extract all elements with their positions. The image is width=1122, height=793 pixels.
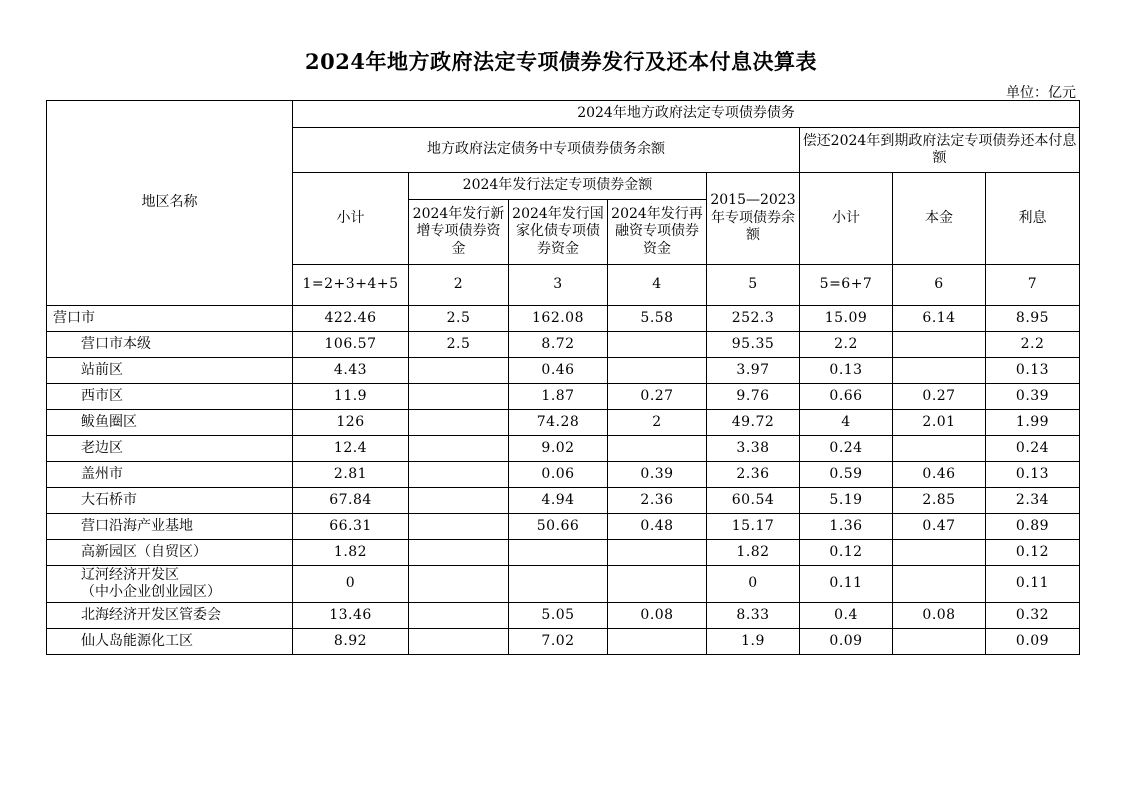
value-cell: 0.08 <box>608 603 707 629</box>
value-cell: 15.17 <box>707 514 800 540</box>
value-cell <box>409 566 509 603</box>
value-cell <box>608 332 707 358</box>
value-cell <box>608 358 707 384</box>
table-row <box>47 603 1080 629</box>
value-cell <box>893 566 986 603</box>
value-cell: 0 <box>707 566 800 603</box>
header-repay-group: 偿还2024年到期政府法定专项债券还本付息额 <box>800 128 1080 173</box>
table-row <box>47 436 1080 462</box>
value-cell: 8.95 <box>986 306 1080 332</box>
region-name-cell: 大石桥市 <box>47 488 293 514</box>
value-cell: 2.2 <box>986 332 1080 358</box>
value-cell: 0.09 <box>986 629 1080 655</box>
formula-cell: 7 <box>986 265 1080 306</box>
value-cell: 2.2 <box>800 332 893 358</box>
value-cell: 0.13 <box>986 462 1080 488</box>
value-cell: 126 <box>293 410 409 436</box>
debt-table <box>46 100 1080 655</box>
value-cell: 7.02 <box>509 629 608 655</box>
formula-cell: 2 <box>409 265 509 306</box>
value-cell: 162.08 <box>509 306 608 332</box>
value-cell <box>893 540 986 566</box>
value-cell: 0.11 <box>800 566 893 603</box>
value-cell: 0.11 <box>986 566 1080 603</box>
value-cell: 60.54 <box>707 488 800 514</box>
value-cell: 0.24 <box>986 436 1080 462</box>
formula-cell: 3 <box>509 265 608 306</box>
header-interest: 利息 <box>986 173 1080 265</box>
value-cell <box>409 436 509 462</box>
unit-label: 单位：亿元 <box>1006 85 1076 101</box>
formula-cell: 6 <box>893 265 986 306</box>
value-cell <box>893 629 986 655</box>
value-cell: 15.09 <box>800 306 893 332</box>
value-cell: 0.13 <box>800 358 893 384</box>
value-cell: 0 <box>293 566 409 603</box>
value-cell: 49.72 <box>707 410 800 436</box>
value-cell <box>608 540 707 566</box>
table-row <box>47 566 1080 603</box>
value-cell: 0.12 <box>800 540 893 566</box>
table-row <box>47 410 1080 436</box>
value-cell: 2.01 <box>893 410 986 436</box>
region-name-cell: 北海经济开发区管委会 <box>47 603 293 629</box>
region-name-cell: 老边区 <box>47 436 293 462</box>
header-issue-national: 2024年发行国家化债专项债券资金 <box>509 200 608 265</box>
value-cell: 2.85 <box>893 488 986 514</box>
value-cell <box>409 462 509 488</box>
value-cell: 9.76 <box>707 384 800 410</box>
formula-cell: 1=2+3+4+5 <box>293 265 409 306</box>
value-cell: 0.59 <box>800 462 893 488</box>
table-row <box>47 540 1080 566</box>
table-row <box>47 629 1080 655</box>
value-cell: 8.33 <box>707 603 800 629</box>
value-cell: 3.97 <box>707 358 800 384</box>
value-cell: 3.38 <box>707 436 800 462</box>
header-balance-group: 地方政府法定债务中专项债券债务余额 <box>293 128 800 173</box>
value-cell: 0.27 <box>608 384 707 410</box>
value-cell: 1.9 <box>707 629 800 655</box>
header-prior-balance: 2015—2023年专项债券余额 <box>707 173 800 265</box>
value-cell <box>509 540 608 566</box>
value-cell: 422.46 <box>293 306 409 332</box>
value-cell <box>409 514 509 540</box>
region-name-cell: 站前区 <box>47 358 293 384</box>
value-cell: 13.46 <box>293 603 409 629</box>
region-name-cell: 营口市 <box>47 306 293 332</box>
header-principal: 本金 <box>893 173 986 265</box>
value-cell: 2.36 <box>707 462 800 488</box>
value-cell <box>608 566 707 603</box>
value-cell <box>409 629 509 655</box>
value-cell: 0.09 <box>800 629 893 655</box>
value-cell: 0.27 <box>893 384 986 410</box>
value-cell: 2.36 <box>608 488 707 514</box>
value-cell <box>409 488 509 514</box>
value-cell <box>893 436 986 462</box>
value-cell: 1.82 <box>707 540 800 566</box>
value-cell: 95.35 <box>707 332 800 358</box>
region-name-cell: 辽河经济开发区 （中小企业创业园区） <box>47 566 293 603</box>
value-cell: 66.31 <box>293 514 409 540</box>
value-cell: 4.43 <box>293 358 409 384</box>
table-row <box>47 384 1080 410</box>
value-cell <box>409 384 509 410</box>
table-row <box>47 358 1080 384</box>
header-issue-new: 2024年发行新增专项债券资金 <box>409 200 509 265</box>
value-cell: 9.02 <box>509 436 608 462</box>
value-cell: 0.46 <box>893 462 986 488</box>
value-cell <box>608 629 707 655</box>
header-top: 2024年地方政府法定专项债券债务 <box>293 101 1080 128</box>
value-cell: 12.4 <box>293 436 409 462</box>
table-row <box>47 306 1080 332</box>
value-cell: 0.32 <box>986 603 1080 629</box>
value-cell: 0.46 <box>509 358 608 384</box>
value-cell: 0.48 <box>608 514 707 540</box>
table-row <box>47 514 1080 540</box>
value-cell <box>608 436 707 462</box>
formula-cell: 5 <box>707 265 800 306</box>
table-row <box>47 488 1080 514</box>
header-issue-refinance: 2024年发行再融资专项债券资金 <box>608 200 707 265</box>
value-cell: 4.94 <box>509 488 608 514</box>
value-cell: 2 <box>608 410 707 436</box>
value-cell: 8.92 <box>293 629 409 655</box>
header-repay-subtotal: 小计 <box>800 173 893 265</box>
value-cell: 5.05 <box>509 603 608 629</box>
value-cell: 0.13 <box>986 358 1080 384</box>
value-cell: 1.36 <box>800 514 893 540</box>
header-region: 地区名称 <box>47 101 293 306</box>
value-cell <box>409 603 509 629</box>
value-cell <box>409 540 509 566</box>
value-cell: 0.24 <box>800 436 893 462</box>
region-name-cell: 鲅鱼圈区 <box>47 410 293 436</box>
region-name-cell: 西市区 <box>47 384 293 410</box>
value-cell: 11.9 <box>293 384 409 410</box>
value-cell <box>893 358 986 384</box>
value-cell: 5.19 <box>800 488 893 514</box>
value-cell: 0.4 <box>800 603 893 629</box>
region-name-cell: 营口市本级 <box>47 332 293 358</box>
value-cell: 0.47 <box>893 514 986 540</box>
value-cell: 0.06 <box>509 462 608 488</box>
page-title: 2024年地方政府法定专项债券发行及还本付息决算表 <box>305 49 817 74</box>
formula-cell: 5=6+7 <box>800 265 893 306</box>
value-cell: 2.81 <box>293 462 409 488</box>
value-cell: 0.12 <box>986 540 1080 566</box>
value-cell: 74.28 <box>509 410 608 436</box>
value-cell <box>409 358 509 384</box>
region-name-cell: 仙人岛能源化工区 <box>47 629 293 655</box>
value-cell: 8.72 <box>509 332 608 358</box>
region-name-cell: 高新园区（自贸区） <box>47 540 293 566</box>
value-cell <box>509 566 608 603</box>
region-name-cell: 盖州市 <box>47 462 293 488</box>
value-cell: 2.5 <box>409 332 509 358</box>
value-cell: 0.89 <box>986 514 1080 540</box>
value-cell: 6.14 <box>893 306 986 332</box>
header-balance-subtotal: 小计 <box>293 173 409 265</box>
formula-cell: 4 <box>608 265 707 306</box>
table-row <box>47 332 1080 358</box>
value-cell: 0.39 <box>608 462 707 488</box>
value-cell: 106.57 <box>293 332 409 358</box>
value-cell: 252.3 <box>707 306 800 332</box>
value-cell: 1.99 <box>986 410 1080 436</box>
table-body <box>47 306 1080 655</box>
value-cell: 1.82 <box>293 540 409 566</box>
region-name-cell: 营口沿海产业基地 <box>47 514 293 540</box>
value-cell <box>409 410 509 436</box>
value-cell: 1.87 <box>509 384 608 410</box>
table-row <box>47 462 1080 488</box>
value-cell <box>893 332 986 358</box>
value-cell: 0.08 <box>893 603 986 629</box>
value-cell: 0.39 <box>986 384 1080 410</box>
value-cell: 2.34 <box>986 488 1080 514</box>
value-cell: 0.66 <box>800 384 893 410</box>
value-cell: 67.84 <box>293 488 409 514</box>
value-cell: 50.66 <box>509 514 608 540</box>
header-issue-group: 2024年发行法定专项债券金额 <box>409 173 707 200</box>
value-cell: 4 <box>800 410 893 436</box>
value-cell: 2.5 <box>409 306 509 332</box>
value-cell: 5.58 <box>608 306 707 332</box>
